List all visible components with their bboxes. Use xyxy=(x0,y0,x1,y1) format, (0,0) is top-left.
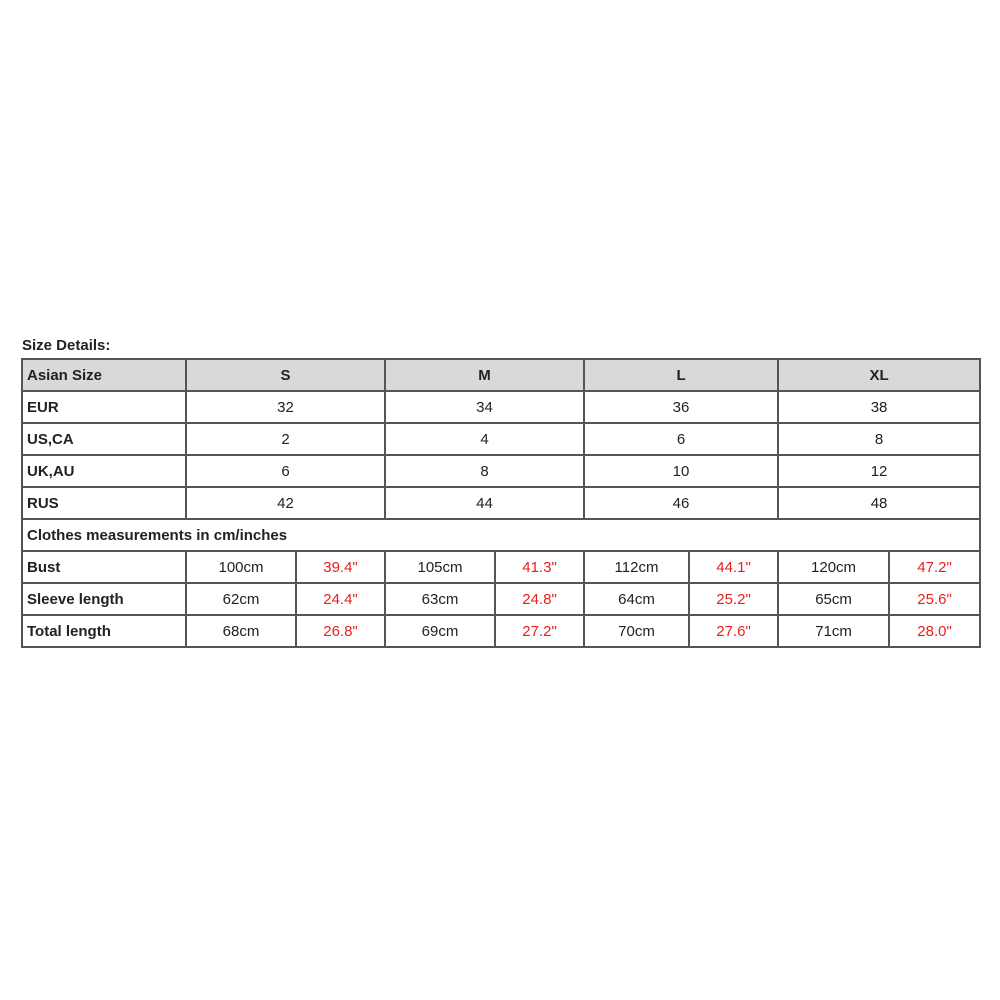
table-cell: 12 xyxy=(778,455,980,487)
cm-cell: 62cm xyxy=(186,583,296,615)
page-title: Size Details: xyxy=(22,337,111,354)
inch-cell: 27.2" xyxy=(495,615,584,647)
table-cell: 46 xyxy=(584,487,778,519)
section-heading: Clothes measurements in cm/inches xyxy=(22,519,980,551)
table-cell: 4 xyxy=(385,423,584,455)
row-label: Sleeve length xyxy=(22,583,186,615)
inch-cell: 41.3" xyxy=(495,551,584,583)
table-cell: 38 xyxy=(778,391,980,423)
table-cell: 2 xyxy=(186,423,385,455)
table-row xyxy=(22,583,980,615)
header-row xyxy=(22,359,980,391)
inch-cell: 26.8" xyxy=(296,615,385,647)
table-row xyxy=(22,551,980,583)
cm-cell: 71cm xyxy=(778,615,889,647)
size-header-s: S xyxy=(186,359,385,391)
inch-cell: 27.6" xyxy=(689,615,778,647)
table-row xyxy=(22,423,980,455)
cm-cell: 68cm xyxy=(186,615,296,647)
row-label: US,CA xyxy=(22,423,186,455)
table-row xyxy=(22,391,980,423)
table-cell: 8 xyxy=(385,455,584,487)
inch-cell: 44.1" xyxy=(689,551,778,583)
cm-cell: 112cm xyxy=(584,551,689,583)
size-header-l: L xyxy=(584,359,778,391)
inch-cell: 24.8" xyxy=(495,583,584,615)
size-header-xl: XL xyxy=(778,359,980,391)
table-row xyxy=(22,455,980,487)
table-cell: 6 xyxy=(186,455,385,487)
cm-cell: 70cm xyxy=(584,615,689,647)
row-label: Total length xyxy=(22,615,186,647)
section-row xyxy=(22,519,980,551)
cm-cell: 100cm xyxy=(186,551,296,583)
inch-cell: 24.4" xyxy=(296,583,385,615)
row-label: RUS xyxy=(22,487,186,519)
cm-cell: 63cm xyxy=(385,583,495,615)
table-cell: 6 xyxy=(584,423,778,455)
table-cell: 42 xyxy=(186,487,385,519)
size-header-m: M xyxy=(385,359,584,391)
size-chart-table xyxy=(21,358,981,648)
cm-cell: 69cm xyxy=(385,615,495,647)
cm-cell: 65cm xyxy=(778,583,889,615)
cm-cell: 64cm xyxy=(584,583,689,615)
table-row xyxy=(22,615,980,647)
inch-cell: 25.2" xyxy=(689,583,778,615)
table-cell: 48 xyxy=(778,487,980,519)
inch-cell: 28.0" xyxy=(889,615,980,647)
table-cell: 44 xyxy=(385,487,584,519)
inch-cell: 39.4" xyxy=(296,551,385,583)
inch-cell: 47.2" xyxy=(889,551,980,583)
table-cell: 8 xyxy=(778,423,980,455)
table-cell: 10 xyxy=(584,455,778,487)
row-label: EUR xyxy=(22,391,186,423)
table-cell: 34 xyxy=(385,391,584,423)
table-cell: 36 xyxy=(584,391,778,423)
inch-cell: 25.6" xyxy=(889,583,980,615)
table-cell: 32 xyxy=(186,391,385,423)
row-label: UK,AU xyxy=(22,455,186,487)
header-label: Asian Size xyxy=(22,359,186,391)
cm-cell: 120cm xyxy=(778,551,889,583)
table-row xyxy=(22,487,980,519)
cm-cell: 105cm xyxy=(385,551,495,583)
row-label: Bust xyxy=(22,551,186,583)
